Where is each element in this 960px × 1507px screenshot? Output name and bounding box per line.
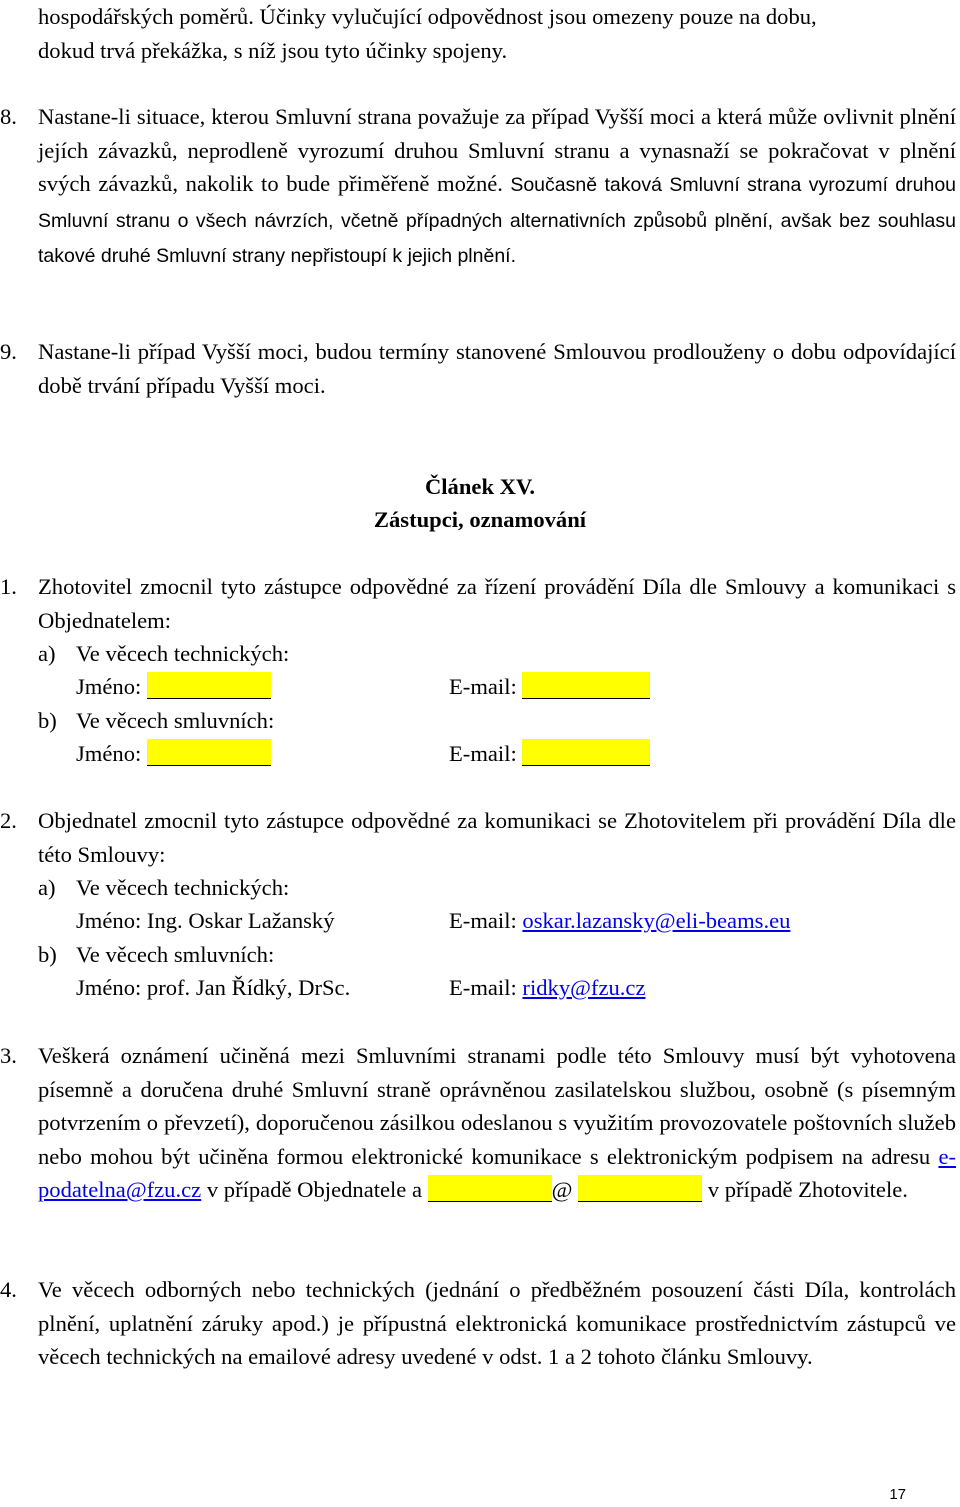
section-2-a-email: E-mail: oskar.lazansky@eli-beams.eu bbox=[449, 908, 791, 933]
section-text: Veškerá oznámení učiněná mezi Smluvními stranami podle této Smlouvy musí být vyhotovena písemně a doručena druhé Smluvní straně oprávněnou zasilatelskou službou, osobně (s písemným potvrzením o převzetí), doporučenou zásilkou odeslanou s využitím provozovatele poštovních služeb nebo mohou být učiněna formou elektronické komunikace s elektronickým podpisem na adresu e-podatelna@fzu.cz v případě Objednatele a @ v případě Zhotovitele. bbox=[38, 1043, 956, 1202]
clause-9 bbox=[0, 335, 958, 402]
section-1-b-name: Jméno: bbox=[76, 737, 271, 771]
email-link[interactable]: oskar.lazansky@eli-beams.eu bbox=[522, 908, 791, 933]
section-2-a-name: Jméno: Ing. Oskar Lažanský bbox=[76, 908, 335, 933]
email-blank-field[interactable] bbox=[522, 672, 650, 699]
clause-text: Nastane-li případ Vyšší moci, budou termíny stanovené Smlouvou prodlouženy o dobu odpovídající době trvání případu Vyšší moci. bbox=[38, 339, 956, 398]
section-2-b-name: Jméno: prof. Jan Řídký, DrSc. bbox=[76, 975, 351, 1000]
section-1-b-email: E-mail: bbox=[449, 737, 650, 771]
section-1 bbox=[0, 570, 958, 637]
section-1-a-email: E-mail: bbox=[449, 670, 650, 704]
section-number: 2. bbox=[0, 808, 17, 833]
email-link[interactable]: ridky@fzu.cz bbox=[522, 975, 646, 1000]
section-2-b: b) Ve věcech smluvních: bbox=[38, 942, 275, 967]
clause-8 bbox=[0, 100, 958, 274]
article-subtitle: Zástupci, oznamování bbox=[373, 507, 587, 532]
section-2-b-email: E-mail: ridky@fzu.cz bbox=[449, 975, 646, 1000]
section-1-a: a) Ve věcech technických: bbox=[38, 641, 290, 666]
intro-line-2: dokud trvá překážka, s níž jsou tyto účinky spojeny. bbox=[38, 37, 508, 63]
clause-text: Nastane-li situace, kterou Smluvní strana považuje za případ Vyšší moci a která může ovlivnit plnění jejích závazků, neprodleně vyrozumí druhou Smluvní stranu a vynasnaží se pokračovat v plnění svých závazků, nakolik to bude přiměřeně možné. Současně taková Smluvní strana vyrozumí druhou Smluvní stranu o všech návrzích, včetně případných alternativních způsobů plnění, avšak bez souhlasu takové druhé Smluvní strany nepřistoupí k jejich plnění. bbox=[38, 104, 957, 267]
name-blank-field[interactable] bbox=[147, 739, 271, 766]
section-1-b: b) Ve věcech smluvních: bbox=[38, 708, 275, 733]
page-number: 17 bbox=[889, 1486, 906, 1503]
article-title: Článek XV. bbox=[424, 474, 536, 499]
clause-number: 9. bbox=[0, 339, 17, 364]
section-number: 4. bbox=[0, 1277, 17, 1302]
section-number: 3. bbox=[0, 1043, 17, 1068]
section-3 bbox=[0, 1039, 958, 1207]
intro-line-1: hospodářských poměrů. Účinky vylučující odpovědnost jsou omezeny pouze na dobu, bbox=[38, 4, 817, 29]
section-text: Zhotovitel zmocnil tyto zástupce odpovědné za řízení provádění Díla dle Smlouvy a komunikaci s Objednatelem: bbox=[38, 574, 956, 633]
section-text: Objednatel zmocnil tyto zástupce odpovědné za komunikaci se Zhotovitelem při provádění Díla dle této Smlouvy: bbox=[38, 808, 956, 867]
section-4 bbox=[0, 1273, 958, 1374]
section-1-a-name: Jméno: bbox=[76, 670, 271, 704]
section-text: Ve věcech odborných nebo technických (jednání o předběžném posouzení části Díla, kontrolách plnění, uplatnění záruky apod.) je přípustná elektronická komunikace prostřednictvím zástupců ve věcech technických na emailové adresy uvedené v odst. 1 a 2 tohoto článku Smlouvy. bbox=[38, 1277, 956, 1369]
intro-paragraph bbox=[38, 0, 956, 67]
epodatelna-link[interactable]: e-podatelna@fzu.cz bbox=[38, 1143, 956, 1202]
email-local-blank-field[interactable] bbox=[428, 1175, 552, 1202]
email-blank-field[interactable] bbox=[522, 739, 650, 766]
name-blank-field[interactable] bbox=[147, 672, 271, 699]
section-number: 1. bbox=[0, 574, 17, 599]
email-domain-blank-field[interactable] bbox=[578, 1175, 702, 1202]
section-2 bbox=[0, 804, 958, 871]
clause-number: 8. bbox=[0, 104, 17, 129]
section-2-a: a) Ve věcech technických: bbox=[38, 875, 290, 900]
